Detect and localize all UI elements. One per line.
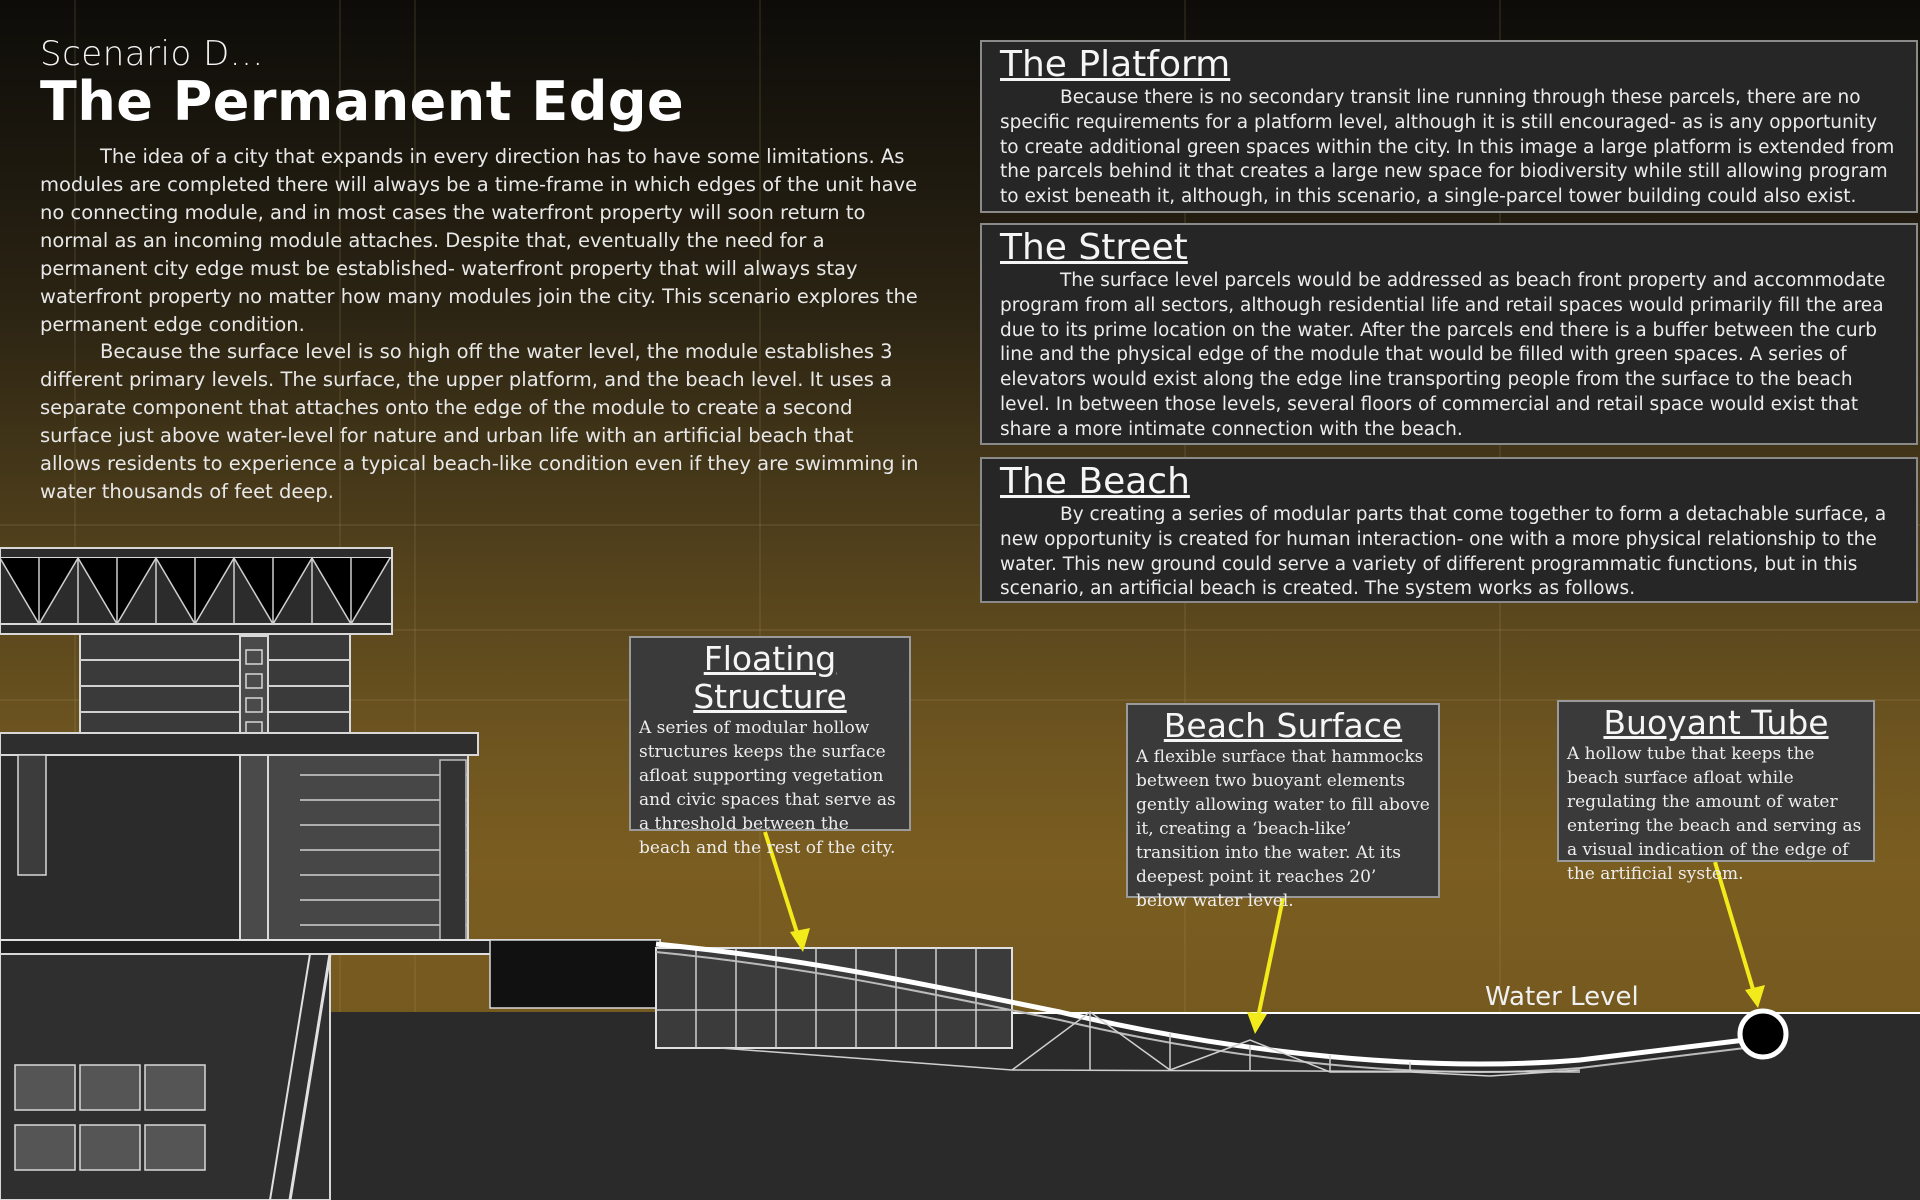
callout-floating-structure-text: A series of modular hollow structures keeps the surface afloat supporting vegetation and civic spaces that serve as a threshold between the beach and the rest of the city. bbox=[639, 718, 896, 858]
intro-paragraph-1: The idea of a city that expands in every direction has to have some limitations. As modules are completed there will always be a time-frame in which edges of the unit have no connecting module, and in most cases the waterfront property will soon return to normal as an incoming module attaches. Despite that, eventually the need for a permanent city edge must be established- waterfront property that will always stay waterfront property no matter how many modules join the city. This scenario explores the permanent edge condition. bbox=[40, 145, 918, 336]
panel-street-title: The Street bbox=[1000, 227, 1188, 268]
buoyant-tube bbox=[1740, 1011, 1786, 1057]
callout-beach-surface bbox=[1126, 703, 1440, 911]
panel-beach-title: The Beach bbox=[1000, 461, 1190, 502]
callout-beach-surface-text: A flexible surface that hammocks between two buoyant elements gently allowing water to fill above it, creating a ‘beach-like’ transition into the water. At its deepest point it reaches 20’ below water level. bbox=[1136, 747, 1430, 911]
callout-floating-structure-title: Floating Structure bbox=[693, 639, 847, 716]
intro-paragraph-2: Because the surface level is so high off the water level, the module establishes 3 different primary levels. The surface, the upper platform, and the beach level. It uses a separate component that attaches onto the edge of the module to create a second surface just above water-level for nature and urban life with an artificial beach that allows residents to experience a typical beach-like condition even if they are swimming in water thousands of feet deep. bbox=[40, 340, 919, 503]
callout-buoyant-tube bbox=[1557, 700, 1875, 884]
page-title: The Permanent Edge bbox=[40, 70, 685, 133]
upper-platform bbox=[0, 548, 392, 634]
panel-street-text: The surface level parcels would be addressed as beach front property and accommodate program from all sectors, although residential life and retail spaces would primarily fill the area due to its prime location on the water. After the parcels end there is a buffer between the curb line and the physical edge of the module that would be filled with green spaces. A series of elevators would exist along the edge line transporting people from the surface to the beach level. In between those levels, several floors of commercial and retail space would exist that share a more intimate connection with the beach. bbox=[1000, 270, 1886, 440]
panel-platform bbox=[980, 40, 1918, 213]
panel-street bbox=[980, 223, 1918, 445]
water-level-label: Water Level bbox=[1485, 982, 1639, 1012]
callout-buoyant-tube-text: A hollow tube that keeps the beach surface afloat while regulating the amount of water entering the beach and serving as a visual indication of the edge of the artificial system. bbox=[1567, 744, 1862, 884]
panel-platform-text: Because there is no secondary transit line running through these parcels, there are no specific requirements for a platform level, although it is still encouraged- as is any opportunity to create additional green spaces within the city. In this image a large platform is extended from the parcels behind it that creates a large new space for biodiversity while still allowing program to exist beneath it, although, in this scenario, a single-parcel tower building could also exist. bbox=[1000, 87, 1895, 208]
panel-beach bbox=[980, 457, 1918, 603]
callout-buoyant-tube-title: Buoyant Tube bbox=[1603, 703, 1829, 742]
callout-floating-structure bbox=[629, 636, 911, 858]
scenario-subtitle: Scenario D... bbox=[40, 34, 264, 74]
floating-structure-modules bbox=[656, 948, 1012, 1048]
panel-platform-title: The Platform bbox=[1000, 44, 1231, 85]
callout-beach-surface-title: Beach Surface bbox=[1163, 706, 1403, 745]
panel-beach-text: By creating a series of modular parts that come together to form a detachable surface, a new opportunity is created for human interaction- one with a more physical relationship to the water. This new ground could serve a variety of different programmatic functions, but in this scenario, an artificial beach is created. The system works as follows. bbox=[1000, 504, 1887, 600]
